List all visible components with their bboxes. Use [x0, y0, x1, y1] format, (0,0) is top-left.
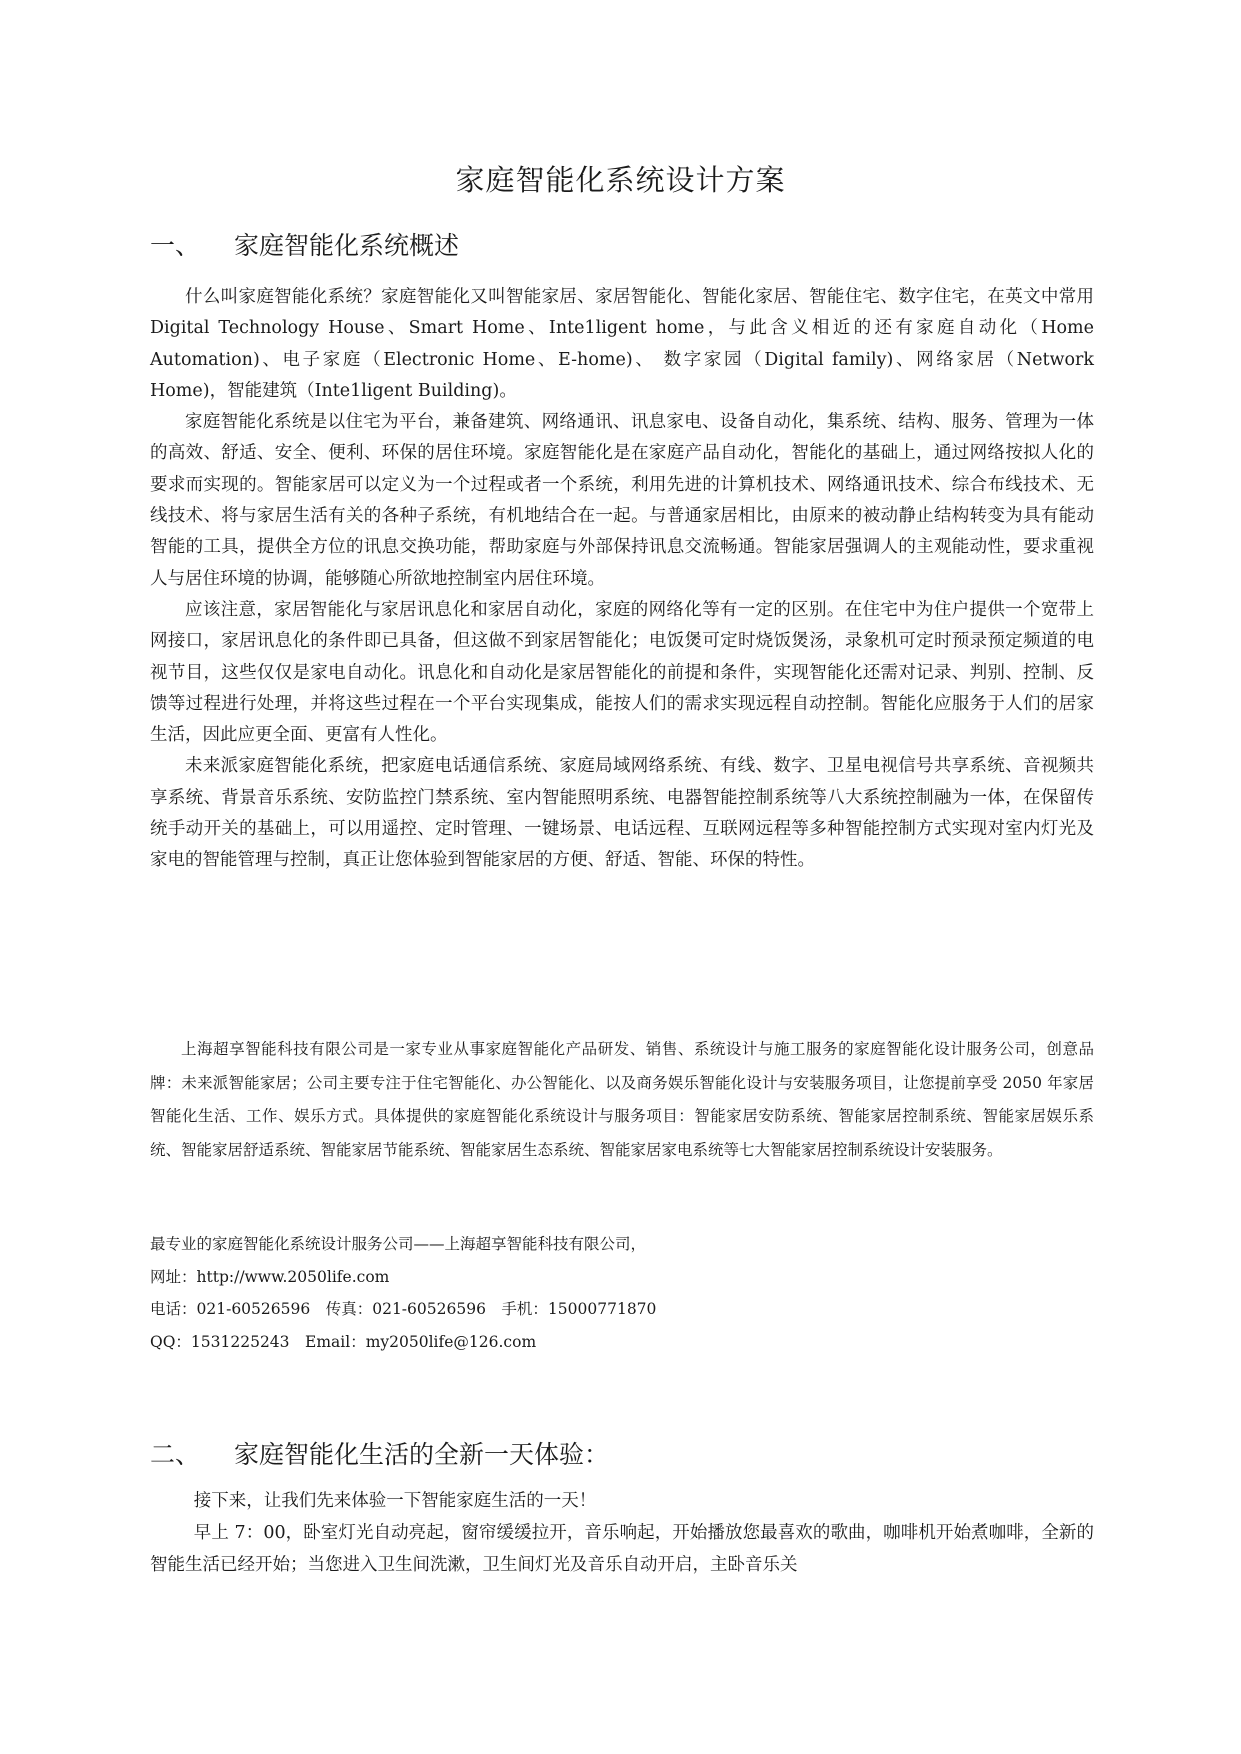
section-1-number: 一、	[150, 231, 201, 260]
section-1-heading	[150, 228, 1110, 264]
website-line	[150, 1261, 1094, 1294]
paragraph: 什么叫家庭智能化系统？家庭智能化又叫智能家居、家居智能化、智能化家居、智能住宅、数字住宅，在英文中常用 Digital Technology House、Smart Home、Inte1ligent home，与此含义相近的还有家庭自动化（Home Automation)、电子家庭（Electronic Home、E-home)、 数字家园（Digital family)、网络家居（Network Home)，智能建筑（Inte1ligent Building)。	[150, 287, 1094, 401]
paragraph: 未来派家庭智能化系统，把家庭电话通信系统、家庭局域网络系统、有线、数字、卫星电视信号共享系统、音视频共享系统、背景音乐系统、安防监控门禁系统、室内智能照明系统、电器智能控制系统等八大系统控制融为一体，在保留传统手动开关的基础上，可以用遥控、定时管理、一键场景、电话远程、互联网远程等多种智能控制方式实现对室内灯光及家电的智能管理与控制，真正让您体验到智能家居的方便、舒适、智能、环保的特性。	[150, 756, 1094, 871]
company-intro	[150, 1033, 1094, 1167]
section-1-body	[150, 282, 1094, 877]
phone-line: 电话：021-60526596 传真：021-60526596 手机：15000771870	[150, 1300, 657, 1318]
website-label: 网址：	[150, 1267, 197, 1286]
section-2-title: 家庭智能化生活的全新一天体验：	[234, 1440, 610, 1469]
document-title: 家庭智能化系统设计方案	[455, 163, 786, 197]
section-2-intro: 接下来，让我们先来体验一下智能家庭生活的一天！	[193, 1491, 597, 1511]
section-2-body	[150, 1485, 1094, 1581]
paragraph: 早上 7：00，卧室灯光自动亮起，窗帘缓缓拉开，音乐响起，开始播放您最喜欢的歌曲，咖啡机开始煮咖啡，全新的智能生活已经开始；当您进入卫生间洗漱，卫生间灯光及音乐自动开启，主卧音乐关	[150, 1523, 1094, 1575]
website-link[interactable]: http://www.2050life.com	[196, 1267, 390, 1286]
section-1-title: 家庭智能化系统概述	[234, 231, 460, 260]
paragraph: 家庭智能化系统是以住宅为平台，兼备建筑、网络通讯、讯息家电、设备自动化，集系统、结构、服务、管理为一体的高效、舒适、安全、便利、环保的居住环境。家庭智能化是在家庭产品自动化，智能化的基础上，通过网络按拟人化的要求而实现的。智能家居可以定义为一个过程或者一个系统，利用先进的计算机技术、网络通讯技术、综合布线技术、无线技术、将与家居生活有关的各种子系统，有机地结合在一起。与普通家居相比，由原来的被动静止结构转变为具有能动智能的工具，提供全方位的讯息交换功能，帮助家庭与外部保持讯息交流畅通。智能家居强调人的主观能动性，要求重视人与居住环境的协调，能够随心所欲地控制室内居住环境。	[150, 412, 1094, 589]
section-2-heading	[150, 1437, 1110, 1473]
company-paragraph: 上海超享智能科技有限公司是一家专业从事家庭智能化产品研发、销售、系统设计与施工服务的家庭智能化设计服务公司，创意品牌：未来派智能家居；公司主要专注于住宅智能化、办公智能化、以及商务娱乐智能化设计与安装服务项目，让您提前享受 2050 年家居智能化生活、工作、娱乐方式。具体提供的家庭智能化系统设计与服务项目：智能家居安防系统、智能家居控制系统、智能家居娱乐系统、智能家居舒适系统、智能家居节能系统、智能家居生态系统、智能家居家电系统等七大智能家居控制系统设计安装服务。	[150, 1040, 1094, 1159]
section-2-number: 二、	[150, 1440, 201, 1469]
contact-info	[150, 1228, 1094, 1358]
company-tagline: 最专业的家庭智能化系统设计服务公司——上海超享智能科技有限公司，	[150, 1235, 647, 1253]
paragraph: 应该注意，家居智能化与家居讯息化和家居自动化，家庭的网络化等有一定的区别。在住宅中为住户提供一个宽带上网接口，家居讯息化的条件即已具备，但这做不到家居智能化；电饭煲可定时烧饭煲汤，录象机可定时预录预定频道的电视节目，这些仅仅是家电自动化。讯息化和自动化是家居智能化的前提和条件，实现智能化还需对记录、判别、控制、反馈等过程进行处理，并将这些过程在一个平台实现集成，能按人们的需求实现远程自动控制。智能化应服务于人们的居家生活，因此应更全面、更富有人性化。	[150, 599, 1094, 746]
qq-email-line: QQ：1531225243 Email：my2050life@126.com	[150, 1332, 537, 1351]
